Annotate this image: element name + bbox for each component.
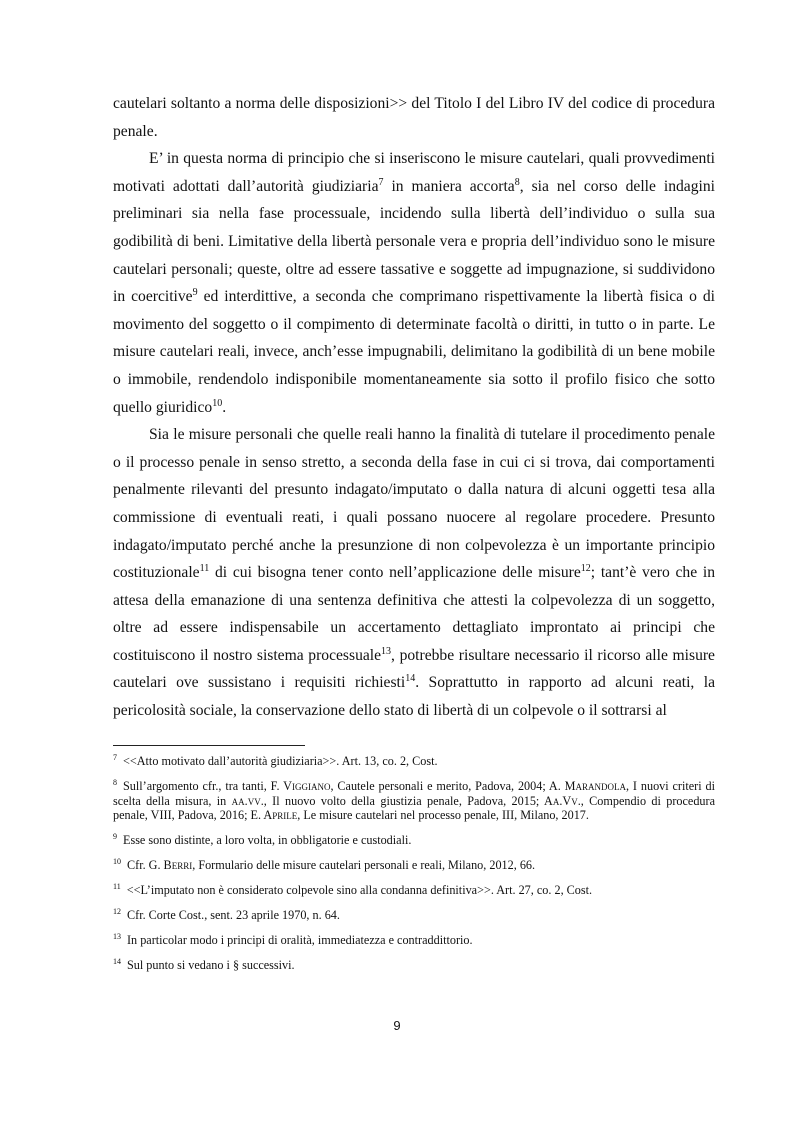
author-name-small-caps: a xyxy=(552,793,560,808)
text-segment: ed interdittive, a seconda che comprimano rispettivamente la libertà fisica o di movimento del soggetto o il compimento di determinate facoltà o diritti, in tutto o in parte. Le misure cautelari reali, invece, anch’esse impugnabili, delimitano la godibilità di un bene mobile o immobile, rendendolo indisponibile momentaneamente sia sotto il profilo fisico che sotto quello giuridico xyxy=(113,288,715,416)
footnote-number: 11 xyxy=(113,882,121,892)
paragraph xyxy=(113,421,715,725)
text-segment: , Il nuovo volto della giustizia penale, Padova, 2015; A xyxy=(263,793,553,808)
text-segment: ., Compendio di procedura penale, VIII, Padova, 2016; E. A xyxy=(113,793,715,823)
footnote xyxy=(113,958,715,973)
text-segment: Sull’argomento cfr., tra tanti, F. V xyxy=(123,778,292,793)
author-name-small-caps: iggiano xyxy=(291,778,331,793)
footnote-number: 10 xyxy=(113,857,121,867)
footnote-number: 14 xyxy=(113,957,121,967)
text-segment: <<L’imputato non è considerato colpevole sino alla condanna definitiva>>. Art. 27, co. 2, Cost. xyxy=(126,883,593,898)
text-segment: .V xyxy=(559,793,572,808)
author-name-small-caps: prile xyxy=(272,808,298,823)
footnote-reference: 11 xyxy=(199,562,210,574)
footnote-number: 9 xyxy=(113,832,117,842)
footnote-reference: 8 xyxy=(514,176,520,188)
footnotes xyxy=(113,754,715,983)
body-text xyxy=(113,90,715,725)
text-segment: Cfr. Corte Cost., sent. 23 aprile 1970, n. 64. xyxy=(127,908,340,923)
text-segment: . Soprattutto in rapporto ad alcuni reati, la pericolosità sociale, la conservazione dello stato di libertà di un colpevole o il sottrarsi al xyxy=(113,674,715,720)
author-name-small-caps: arandola xyxy=(575,778,626,793)
paragraph xyxy=(113,145,715,421)
paragraph xyxy=(113,90,715,145)
text-segment: In particolar modo i principi di oralità, immediatezza e contraddittorio. xyxy=(127,933,473,948)
text-segment: E’ in questa norma di principio che si inseriscono le misure cautelari, quali provvedimenti motivati adottati dall’autorità giudiziaria xyxy=(113,150,715,195)
footnote-reference: 7 xyxy=(378,176,384,188)
text-segment: . xyxy=(222,398,227,416)
text-segment: di cui bisogna tener conto nell’applicazione delle misure xyxy=(209,564,581,582)
author-name-small-caps: aa.vv. xyxy=(231,793,264,808)
footnote-reference: 10 xyxy=(212,397,223,409)
footnote xyxy=(113,908,715,923)
author-name-small-caps: erri xyxy=(171,858,193,873)
footnote xyxy=(113,933,715,948)
footnote-number: 7 xyxy=(113,752,117,762)
footnote-number: 13 xyxy=(113,932,121,942)
footnote-number: 8 xyxy=(113,777,117,787)
footnote xyxy=(113,883,715,898)
text-segment: <<Atto motivato dall’autorità giudiziaria>>. Art. 13, co. 2, Cost. xyxy=(123,754,438,768)
page-number: 9 xyxy=(393,1018,401,1033)
text-segment: Sia le misure personali che quelle reali hanno la finalità di tutelare il procedimento penale o il processo penale in senso stretto, a seconda della fase in cui ci si trova, dai comportamenti penalmente rilevanti del presunto indagato/imputato o dalla natura di alcuni oggetti tesa alla commissione di eventuali reati, i quali possano nuocere al regolare procedere. Presunto indagato/imputato perché anche la presunzione di non colpevolezza è un importante principio costituzionale xyxy=(113,426,715,582)
text-segment: ; tant’è vero che in attesa della emanazione di una sentenza definitiva che attesti la colpevolezza di un soggetto, oltre ad essere indispensabile un accertamento dettagliato improntato ai principi che costituiscono il nostro sistema processuale xyxy=(113,564,715,664)
footnote-separator xyxy=(113,745,305,746)
footnote-number: 12 xyxy=(113,907,121,917)
text-segment: Cfr. G. B xyxy=(127,858,172,873)
author-name-small-caps: v xyxy=(571,793,578,808)
footnote xyxy=(113,833,715,848)
text-segment: Sul punto si vedano i § successivi. xyxy=(127,958,295,973)
text-segment: cautelari soltanto a norma delle disposizioni>> del Titolo I del Libro IV del codice di procedura penale. xyxy=(113,95,715,140)
footnote-reference: 14 xyxy=(405,673,416,685)
text-segment: , sia nel corso delle indagini preliminari sia nella fase processuale, incidendo sulla libertà dell’individuo o sulla sua godibilità di beni. Limitative della libertà personale vera e propria dell’individuo sono le misure cautelari personali; queste, oltre ad essere tassative e soggette ad impugnazione, si suddividono in coercitive xyxy=(113,177,715,306)
footnote-reference: 12 xyxy=(580,562,591,574)
text-segment: , Le misure cautelari nel processo penale, III, Milano, 2017. xyxy=(297,808,589,823)
footnote xyxy=(113,858,715,873)
footnote-reference: 9 xyxy=(192,286,198,298)
text-segment: in maniera accorta xyxy=(383,177,515,195)
text-segment: , potrebbe risultare necessario il ricorso alle misure cautelari ove sussistano i requisiti richiesti xyxy=(113,646,715,692)
footnote xyxy=(113,779,715,823)
text-segment: , Formulario delle misure cautelari personali e reali, Milano, 2012, 66. xyxy=(192,858,536,873)
text-segment: , I nuovi criteri di scelta della misura, in xyxy=(113,778,715,808)
footnote-reference: 13 xyxy=(381,645,392,657)
footnote xyxy=(113,754,715,769)
text-segment: Esse sono distinte, a loro volta, in obbligatorie e custodiali. xyxy=(123,833,412,848)
text-segment: , Cautele personali e merito, Padova, 2004; A. M xyxy=(330,778,576,793)
